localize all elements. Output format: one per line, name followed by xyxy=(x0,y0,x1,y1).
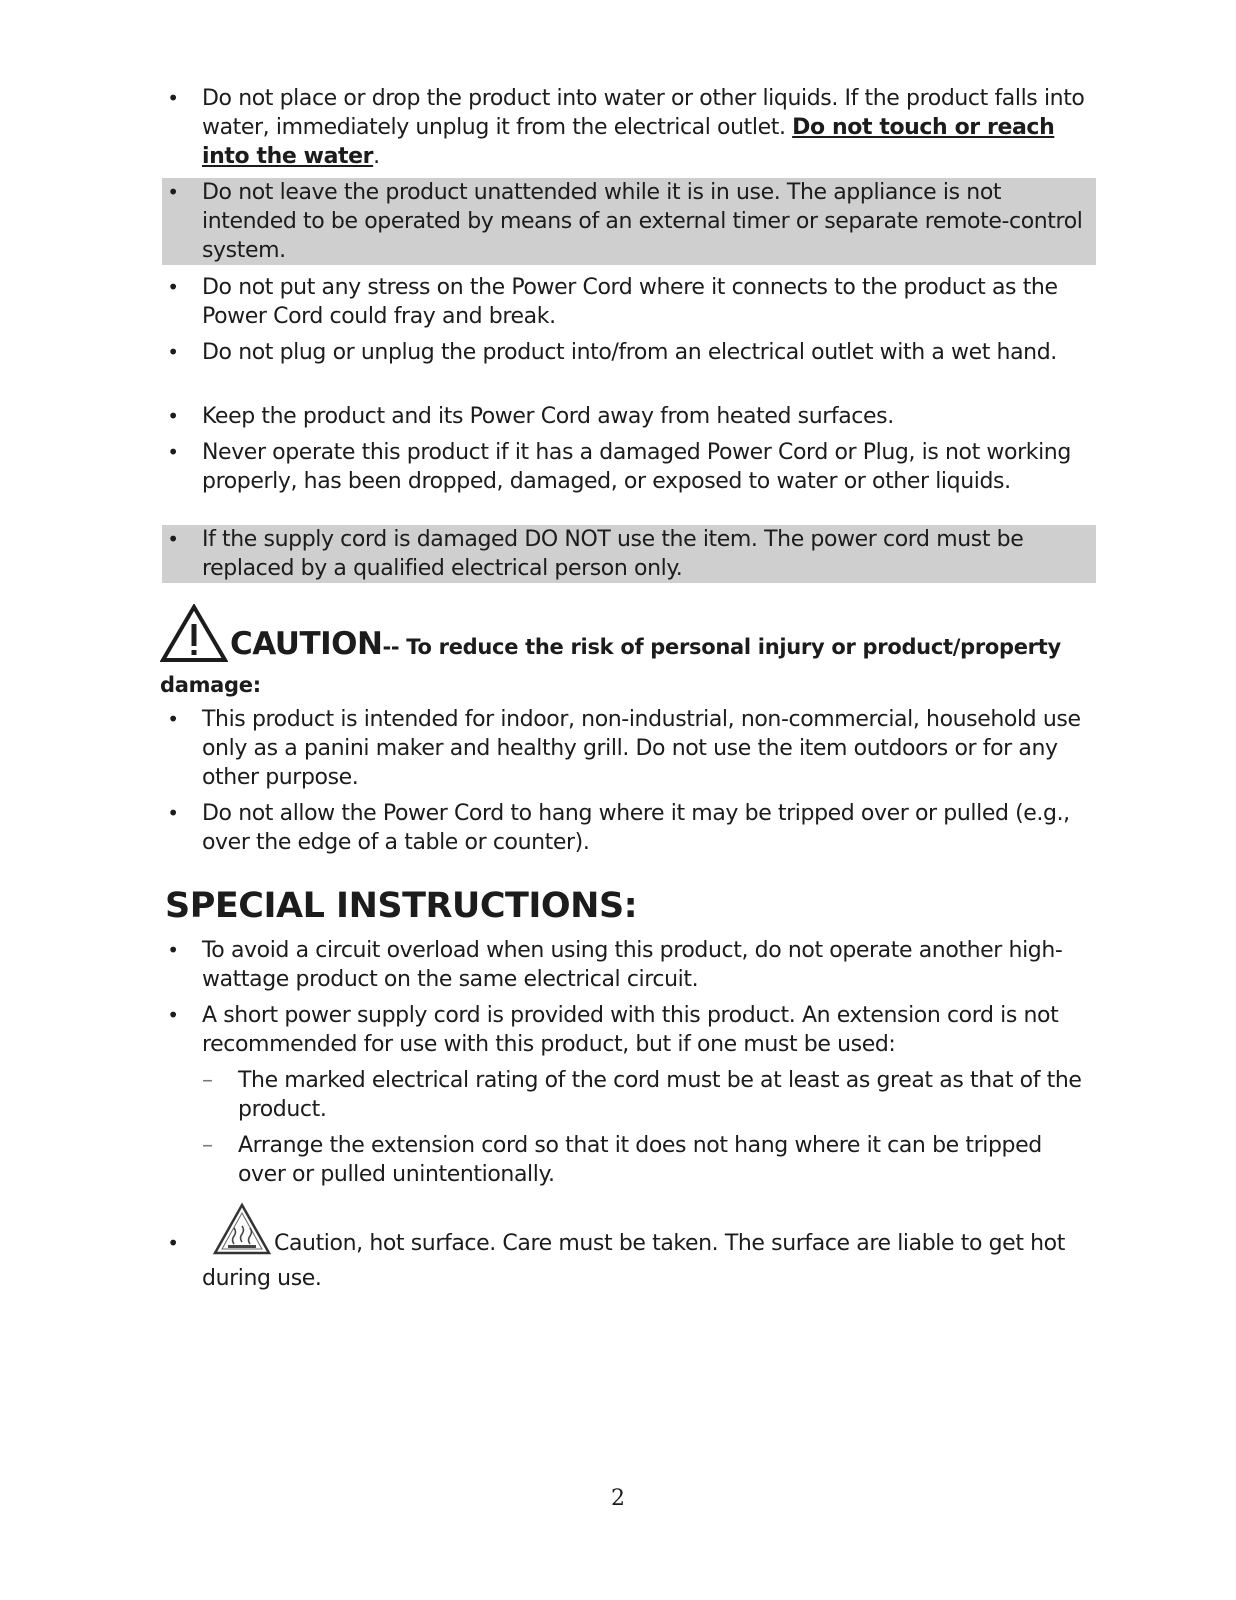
list-item xyxy=(162,1201,1096,1291)
list-item xyxy=(162,402,1096,431)
bullet-icon: • xyxy=(167,707,179,731)
item-text: Do not allow the Power Cord to hang where it may be tripped over or pulled (e.g., over the edge of a table or counter). xyxy=(202,801,1070,855)
warning-triangle-icon xyxy=(160,604,228,670)
list-item xyxy=(162,705,1096,792)
bullet-icon: • xyxy=(167,1231,179,1255)
caution-word: CAUTION xyxy=(230,626,383,662)
list-item xyxy=(162,84,1096,171)
item-text: This product is intended for indoor, non-industrial, non-commercial, household use only as a panini maker and healthy grill. Do not use the item outdoors or for any other purpose. xyxy=(202,707,1081,790)
list-item xyxy=(162,438,1096,525)
item-text: Do not put any stress on the Power Cord where it connects to the product as the Power Cord could fray and break. xyxy=(202,275,1058,329)
caution-list xyxy=(162,705,1096,857)
bullet-icon: • xyxy=(167,440,179,464)
item-emphasis: Do not touch or reach into the water xyxy=(202,115,1055,169)
bullet-icon: • xyxy=(167,938,179,962)
item-text: Keep the product and its Power Cord away from heated surfaces. xyxy=(202,404,894,429)
bullet-icon: • xyxy=(167,86,179,110)
caution-heading xyxy=(160,604,1090,700)
bullet-icon: • xyxy=(167,180,179,204)
list-item-highlighted xyxy=(162,525,1096,583)
item-text: Arrange the extension cord so that it does not hang where it can be tripped over or pulled unintentionally. xyxy=(238,1133,1042,1187)
dash-icon: – xyxy=(202,1068,213,1093)
special-list xyxy=(162,936,1096,1291)
list-item xyxy=(162,338,1096,396)
item-text: Caution, hot surface. Care must be taken. The surface are liable to get hot during use. xyxy=(202,1231,1065,1291)
sub-list-item xyxy=(200,1131,1096,1189)
list-item xyxy=(162,936,1096,994)
item-text: If the supply cord is damaged DO NOT use the item. The power cord must be replaced by a qualified electrical person only. xyxy=(202,527,1024,581)
item-text: A short power supply cord is provided with this product. An extension cord is not recommended for use with this product, but if one must be used: xyxy=(202,1003,1059,1057)
list-item xyxy=(162,799,1096,857)
item-text: Never operate this product if it has a damaged Power Cord or Plug, is not working properly, has been dropped, damaged, or exposed to water or other liquids. xyxy=(202,440,1071,494)
caution-subtitle: -- To reduce the risk of personal injury or product/property damage: xyxy=(160,635,1061,697)
item-text: Do not leave the product unattended while it is in use. The appliance is not intended to be operated by means of an external timer or separate remote-control system. xyxy=(202,180,1083,263)
bullet-icon: • xyxy=(167,404,179,428)
item-text: The marked electrical rating of the cord must be at least as great as that of the product. xyxy=(238,1068,1082,1122)
page-number: 2 xyxy=(611,1486,625,1511)
list-item-highlighted xyxy=(162,178,1096,265)
bullet-icon: • xyxy=(167,527,179,551)
bullet-icon: • xyxy=(167,801,179,825)
item-text: Do not plug or unplug the product into/from an electrical outlet with a wet hand. xyxy=(202,340,1057,365)
special-instructions-heading: SPECIAL INSTRUCTIONS: xyxy=(165,886,638,926)
bullet-icon: • xyxy=(167,1003,179,1027)
list-item xyxy=(162,1001,1096,1059)
sub-list-item xyxy=(200,1066,1096,1124)
bullet-icon: • xyxy=(167,275,179,299)
bullet-icon: • xyxy=(167,340,179,364)
dash-icon: – xyxy=(202,1133,213,1158)
item-text: To avoid a circuit overload when using this product, do not operate another high-wattage product on the same electrical circuit. xyxy=(202,938,1063,992)
item-text-end: . xyxy=(373,144,380,169)
hot-surface-icon xyxy=(212,1230,272,1264)
list-item xyxy=(162,273,1096,331)
safety-list xyxy=(162,84,1096,583)
item-text: Do not place or drop the product into water or other liquids. If the product falls into water, immediately unplug it from the electrical outlet. xyxy=(202,86,1085,140)
